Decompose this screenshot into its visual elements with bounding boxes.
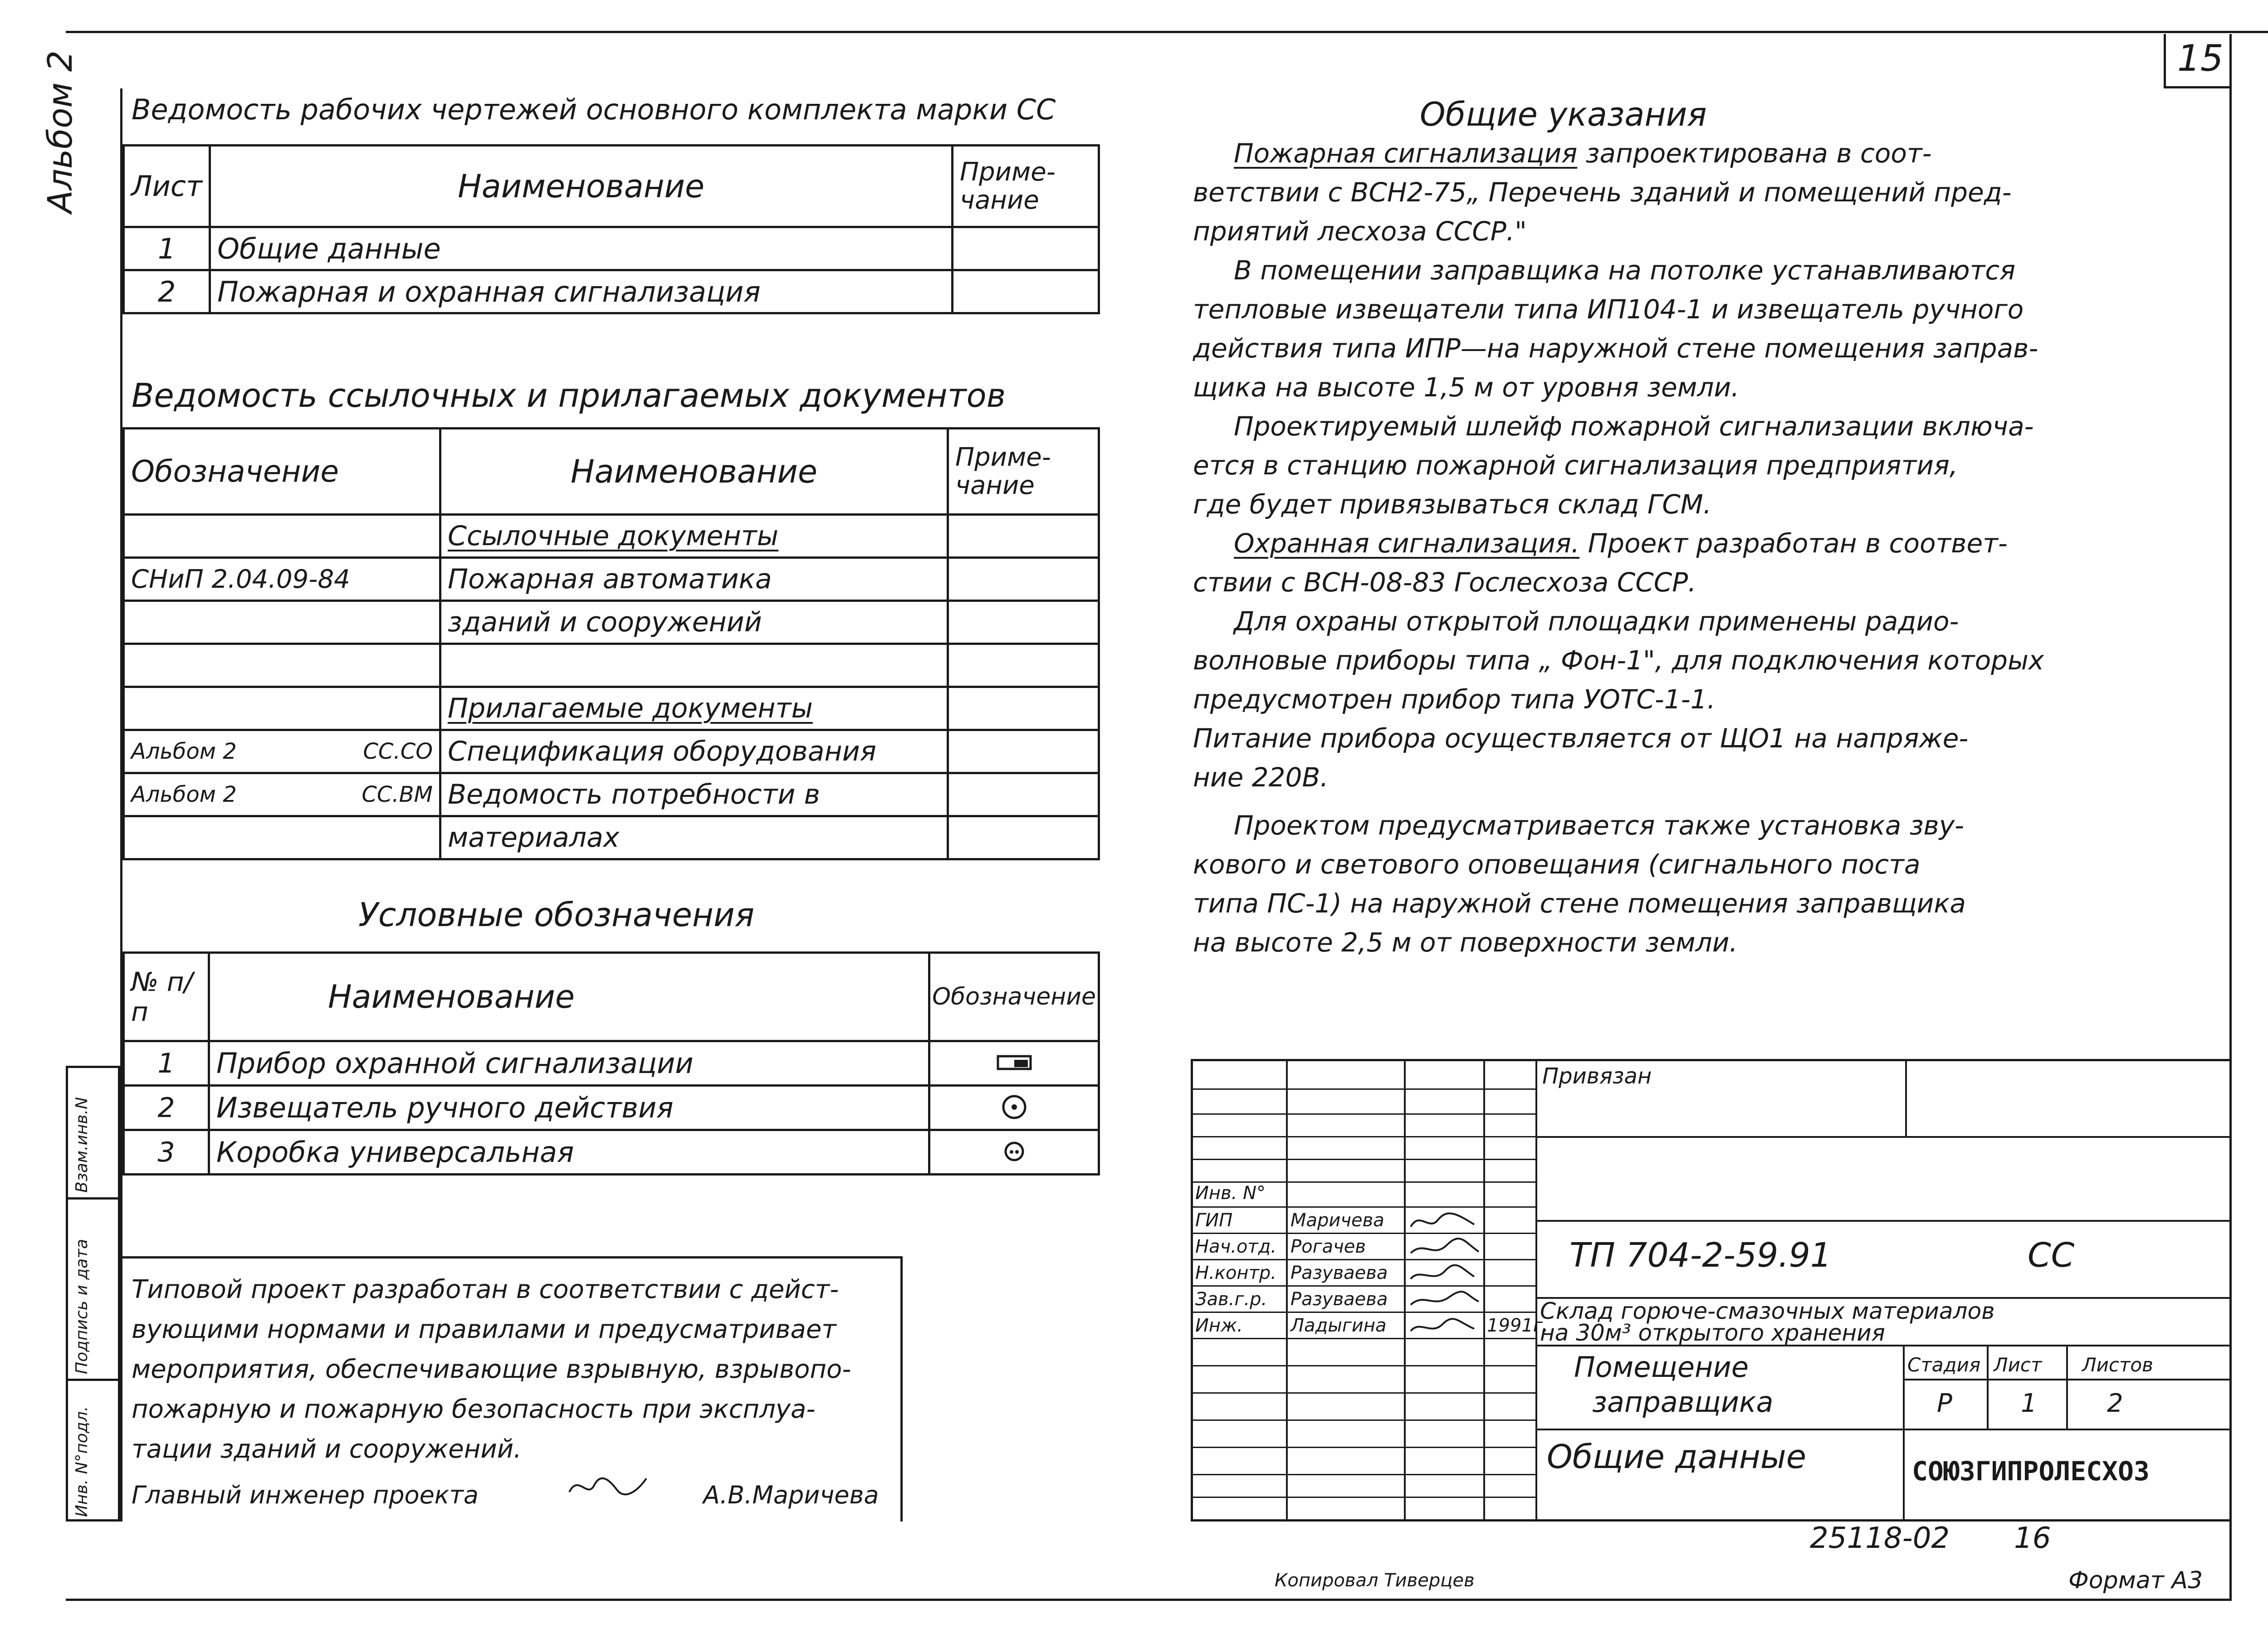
sig-role: Инж. <box>1195 1315 1243 1336</box>
standard-note-text: Типовой проект разработан в соответствии с дейст- вующими нормами и правилами и предусматривает мероприятия, обеспечивающие взрывную, взрывопо- пожарную и пожарную безопасность при эксплуа- тации зданий и сооружений. <box>132 1275 851 1464</box>
tb-sheet-label: Лист <box>1994 1354 2042 1376</box>
legend-name: Извещатель ручного действия <box>209 1086 929 1130</box>
tb-doc-mark: СС <box>2028 1236 2075 1275</box>
tb-stage-divider <box>1903 1345 1905 1522</box>
copied-by: Копировал Тиверцев <box>1275 1570 1475 1591</box>
tb-grid-row-line <box>1191 1233 1535 1234</box>
docs-list-title: Ведомость ссылочных и прилагаемых документов <box>132 376 1006 415</box>
tb-right-line-6 <box>1535 1429 2229 1430</box>
header-name: Наименование <box>209 953 929 1041</box>
junction-box-icon <box>1003 1140 1026 1165</box>
stamp-inv-podl: Инв. N°подл. <box>73 1406 91 1517</box>
archive-sheet: 16 <box>2014 1522 2051 1555</box>
sig-name: Рогачев <box>1290 1236 1366 1257</box>
tb-right-line-1 <box>1535 1136 2229 1138</box>
tb-stage: Р <box>1937 1389 1952 1418</box>
att2-name-1: Ведомость потребности в <box>440 773 948 816</box>
row-name: Пожарная и охранная сигнализация <box>210 270 953 313</box>
tb-stage-col-1 <box>1987 1345 1989 1429</box>
general-notes-text: Пожарная сигнализация запроектирована в соот- ветствии с ВСН2-75„ Перечень зданий и помещений пред- приятий лесхоза СССР." В помещении заправщика на потолке устанавливаются тепловые извещатели типа ИП104-1 и извещатель ручного действия типа ИПР—на наружной стене помещения заправ- щика на высоте 1,5 м от уровня земли. Проектируемый шлейф пожарной сигнализации включа- ется в станцию пожарной сигнализация предприятия, где будет привязываться склад ГСМ. Охранная сигнализация. Проект разработан в соответ- ствии с ВСН-08-83 Гослесхоза СССР. Для охраны открытой площадки применены радио- волновые приборы типа „ Фон-1", для подключения которых предусмотрен прибор типа УОТС-1-1. Питание прибора осуществляется от ЩО1 на напряже- ние 220В. Проектом предусматривается также установка зву- кового и светового оповещания (сигнального поста типа ПС-1) на наружной стене помещения заправщика на высоте 2,5 м от поверхности земли. <box>1193 138 2044 958</box>
album-side-label: Альбом 2 <box>41 50 80 213</box>
header-note: Приме-чание <box>948 429 1099 515</box>
tb-grid-row-line <box>1191 1338 1535 1339</box>
tb-project-name-2: на 30м³ открытого хранения <box>1540 1320 1885 1346</box>
sig-role: Зав.г.р. <box>1195 1289 1267 1310</box>
legend-num: 1 <box>124 1041 209 1086</box>
header-name: Наименование <box>210 146 953 227</box>
tb-grid-row-line <box>1191 1312 1535 1313</box>
row-note <box>953 227 1099 270</box>
tb-grid-row-line <box>1191 1447 1535 1448</box>
top-border <box>66 31 2268 33</box>
tb-grid-row-line <box>1191 1259 1535 1260</box>
legend-num: 2 <box>124 1086 209 1130</box>
archive-number: 25118-02 <box>1810 1522 1950 1555</box>
format-label: Формат А3 <box>2068 1567 2203 1594</box>
tb-bound-divider <box>1905 1059 1907 1136</box>
tb-building-2: заправщика <box>1592 1385 1774 1419</box>
att2-name-2: материалах <box>440 816 948 859</box>
sig-name: Маричева <box>1290 1210 1384 1231</box>
ref-name-1: Пожарная автоматика <box>440 558 948 601</box>
right-border <box>2229 34 2232 1601</box>
tb-inv-label: Инв. N° <box>1195 1183 1266 1204</box>
att1-name: Спецификация оборудования <box>440 730 948 773</box>
signer-role: Главный инженер проекта <box>132 1481 479 1509</box>
stamp-divider-2 <box>66 1379 120 1381</box>
header-designation: Обозначение <box>124 429 440 515</box>
tb-grid-row-line <box>1191 1285 1535 1287</box>
tb-grid-row-line <box>1191 1474 1535 1475</box>
sig-role: ГИП <box>1195 1210 1233 1231</box>
tb-grid-row-line <box>1191 1159 1535 1160</box>
docs-list-table <box>122 427 1100 860</box>
signer-name: А.В.Маричева <box>703 1481 879 1509</box>
sig-role: Н.контр. <box>1195 1263 1276 1283</box>
tb-grid-row-line <box>1191 1136 1535 1137</box>
tb-col-1 <box>1286 1059 1288 1522</box>
manual-call-point-icon <box>1001 1093 1028 1122</box>
tb-grid-row-line <box>1191 1497 1535 1498</box>
tb-grid-row-line <box>1191 1419 1535 1421</box>
att2-designation: Альбом 2 СС.ВМ <box>124 773 440 816</box>
ref-code: СНиП 2.04.09-84 <box>124 558 440 601</box>
tb-stage-label: Стадия <box>1907 1354 1981 1376</box>
header-num: № п/п <box>124 953 209 1041</box>
bottom-border <box>66 1599 2229 1601</box>
tb-grid-row-line <box>1191 1365 1535 1366</box>
tb-grid-row-line <box>1191 1113 1535 1115</box>
tb-col-3 <box>1483 1059 1485 1522</box>
legend-table <box>122 951 1100 1176</box>
header-designation: Обозначение <box>929 953 1099 1041</box>
row-note <box>953 270 1099 313</box>
stamp-vzam-inv: Взам.инв.N <box>73 1097 91 1193</box>
legend-name: Коробка универсальная <box>209 1130 929 1175</box>
drawings-list-table <box>122 144 1100 314</box>
tb-year: 1991г. <box>1487 1315 1549 1336</box>
tb-drawing-name: Общие данные <box>1547 1438 1807 1476</box>
page-number: 15 <box>2177 37 2224 79</box>
sig-role: Нач.отд. <box>1195 1236 1277 1257</box>
signature-marks <box>1406 1209 1483 1346</box>
legend-symbol-cell <box>929 1041 1099 1086</box>
section-attached: Прилагаемые документы <box>440 687 948 730</box>
tb-stage-col-2 <box>2066 1345 2068 1429</box>
tb-grid-row-line <box>1191 1206 1535 1208</box>
tb-right-line-2 <box>1535 1220 2229 1222</box>
sig-name: Разуваева <box>1290 1263 1388 1283</box>
tb-grid-row-line <box>1191 1088 1535 1090</box>
section-referenced: Ссылочные документы <box>440 515 948 558</box>
tb-sheet: 1 <box>2021 1389 2037 1418</box>
legend-num: 3 <box>124 1130 209 1175</box>
legend-name: Прибор охранной сигнализации <box>209 1041 929 1086</box>
legend-symbol-cell <box>929 1086 1099 1130</box>
legend-title: Условные обозначения <box>358 896 755 934</box>
signer-signature <box>567 1472 649 1505</box>
sig-name: Разуваева <box>1290 1289 1388 1310</box>
row-sheet: 2 <box>124 270 210 313</box>
header-name: Наименование <box>440 429 948 515</box>
row-name: Общие данные <box>210 227 953 270</box>
panel-icon <box>996 1054 1032 1073</box>
row-sheet: 1 <box>124 227 210 270</box>
legend-symbol-cell <box>929 1130 1099 1175</box>
sig-name: Ладыгина <box>1290 1315 1387 1336</box>
tb-building-1: Помещение <box>1574 1351 1749 1384</box>
drawings-list-title: Ведомость рабочих чертежей основного комплекта марки СС <box>132 93 1056 126</box>
header-note: Приме-чание <box>953 146 1099 227</box>
general-notes-title: Общие указания <box>1420 95 1707 133</box>
tb-sheets-label: Листов <box>2082 1354 2153 1376</box>
tb-doc-code: ТП 704-2-59.91 <box>1569 1236 1832 1275</box>
stamp-divider-1 <box>66 1197 120 1200</box>
tb-col-4 <box>1535 1059 1537 1522</box>
tb-bound-label: Привязан <box>1542 1063 1652 1089</box>
att1-designation: Альбом 2 СС.СО <box>124 730 440 773</box>
ref-name-2: зданий и сооружений <box>440 601 948 644</box>
stamp-podpis-data: Подпись и дата <box>73 1239 91 1374</box>
tb-col-2 <box>1404 1059 1406 1522</box>
header-sheet: Лист <box>124 146 210 227</box>
tb-sheets: 2 <box>2107 1389 2123 1418</box>
tb-grid-row-line <box>1191 1392 1535 1394</box>
tb-project-name-1: Склад горюче-смазочных материалов <box>1540 1298 1995 1324</box>
tb-organization: СОЮЗГИПРОЛЕСХОЗ <box>1912 1456 2150 1487</box>
